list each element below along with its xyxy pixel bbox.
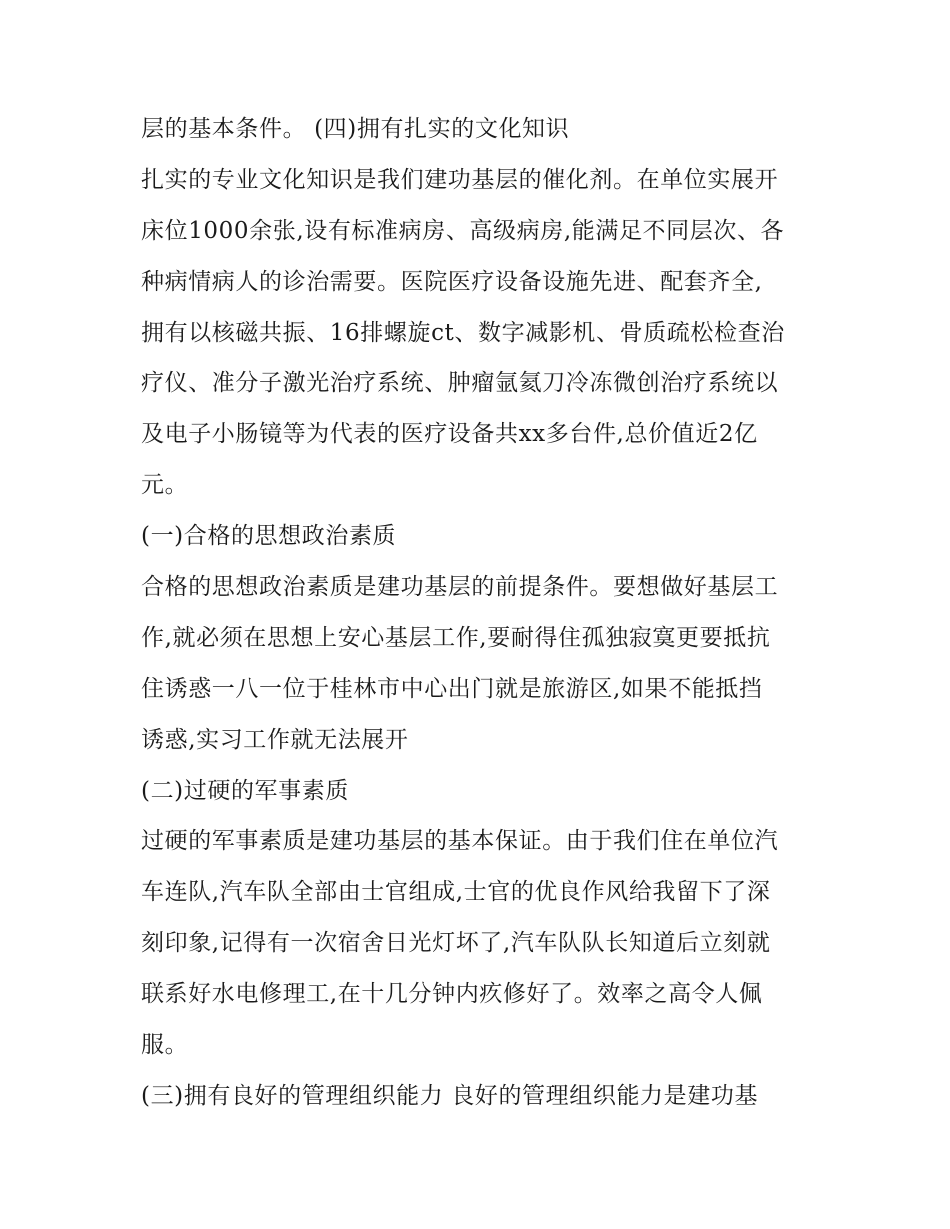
text-line: 服。 [141, 1032, 189, 1059]
text-line: 作,就必须在思想上安心基层工作,要耐得住孤独寂寞更要抵抗 [141, 624, 771, 651]
section-heading: (二)过硬的军事素质 [141, 777, 349, 804]
section-heading: (三)拥有良好的管理组织能力 良好的管理组织能力是建功基 [141, 1082, 759, 1109]
text-line: 元。 [141, 472, 189, 499]
text-line: 诱惑,实习工作就无法展开 [141, 726, 409, 753]
text-line: 床位1000余张,设有标准病房、高级病房,能满足不同层次、各 [141, 217, 785, 244]
text-line: 种病情病人的诊治需要。医院医疗设备设施先进、配套齐全, [141, 268, 763, 295]
text-line: 刻印象,记得有一次宿舍日光灯坏了,汽车队队长知道后立刻就 [141, 930, 771, 957]
text-line: 过硬的军事素质是建功基层的基本保证。由于我们住在单位汽 [141, 828, 779, 855]
text-line: 住诱惑一八一位于桂林市中心出门就是旅游区,如果不能抵挡 [141, 675, 763, 702]
text-line: 疗仪、准分子激光治疗系统、肿瘤氩氦刀冷冻微创治疗系统以 [141, 370, 779, 397]
text-line: 扎实的专业文化知识是我们建功基层的催化剂。在单位实展开 [141, 166, 779, 193]
text-line: 拥有以核磁共振、16排螺旋ct、数字减影机、骨质疏松检查治 [141, 319, 785, 346]
text-line: 及电子小肠镜等为代表的医疗设备共xx多台件,总价值近2亿 [141, 421, 758, 448]
document-body [141, 104, 831, 1122]
text-line: 合格的思想政治素质是建功基层的前提条件。要想做好基层工 [141, 574, 779, 601]
text-line: 车连队,汽车队全部由士官组成,士官的优良作风给我留下了深 [141, 879, 771, 906]
text-line: 联系好水电修理工,在十几分钟内疚修好了。效率之高令人佩 [141, 981, 763, 1008]
text-line: 层的基本条件。 (四)拥有扎实的文化知识 [141, 116, 570, 142]
section-heading: (一)合格的思想政治素质 [141, 523, 397, 550]
